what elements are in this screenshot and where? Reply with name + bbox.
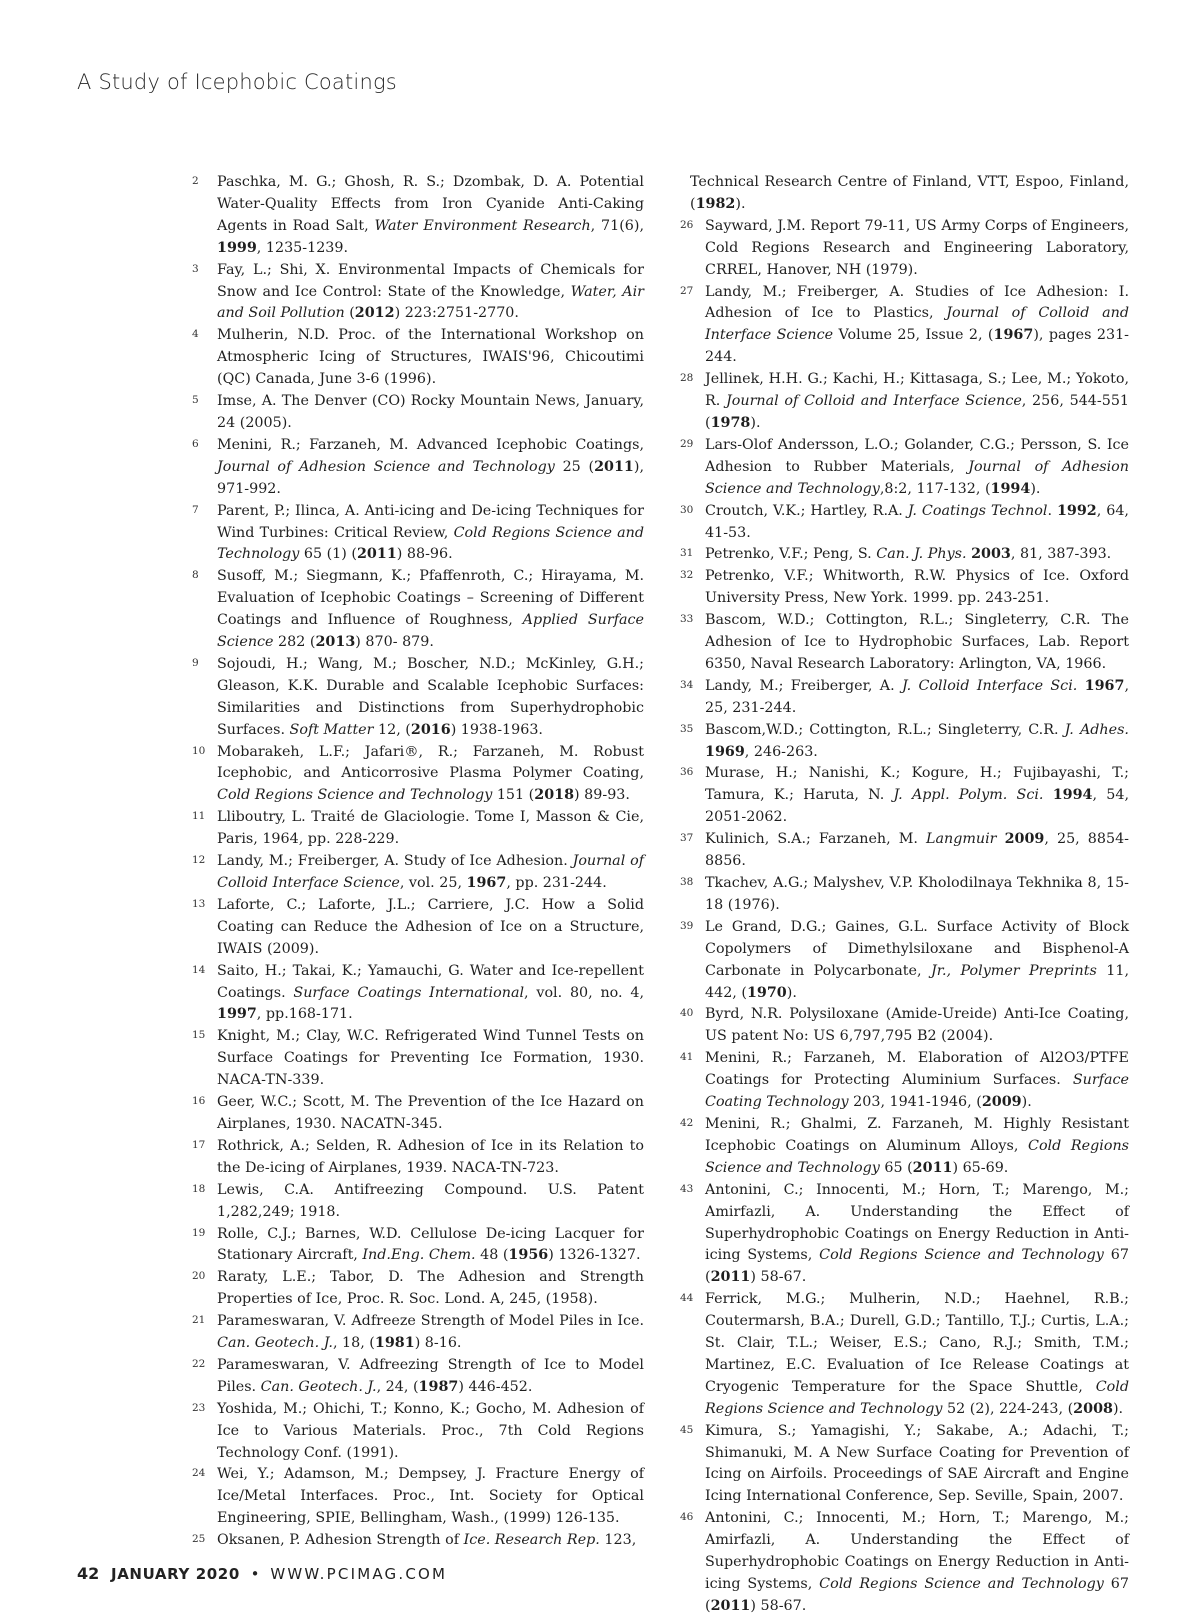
journal-title: Journal of Colloid Interface Science	[217, 853, 644, 891]
reference-item	[192, 654, 644, 742]
reference-text: ).	[750, 414, 761, 431]
reference-text: 48 (	[475, 1247, 509, 1264]
journal-title: Cold Regions Science and Technology	[819, 1247, 1104, 1264]
reference-item	[680, 369, 1129, 435]
reference-item	[680, 282, 1129, 370]
reference-number: 44	[680, 1292, 694, 1305]
reference-text: Landy, M.; Freiberger, A. Studies of Ice Adhesion: I. Adhesion of Ice to Plastics,	[705, 283, 1129, 322]
website-link[interactable]: WWW.PCIMAG.COM	[270, 1565, 448, 1583]
reference-text: ,8:2, 117-132, (	[879, 480, 991, 497]
reference-number: 34	[680, 678, 694, 691]
reference-text: Antonini, C.; Innocenti, M.; Horn, T.; Marengo, M.; Amirfazli, A. Understanding the Effect of Superhydrophobic Coatings on Energy Reduction in Anti-icing Systems,	[705, 1181, 1129, 1264]
reference-number: 5	[192, 394, 199, 407]
reference-text: Petrenko, V.F.; Whitworth, R.W. Physics of Ice. Oxford University Press, New York. 1999. pp. 243-251.	[705, 568, 1129, 607]
journal-title: J. Appl. Polym. Sci.	[893, 787, 1044, 804]
reference-text: Knight, M.; Clay, W.C. Refrigerated Wind Tunnel Tests on Surface Coatings for Preventing Ice Formation, 1930. NACA-TN-339.	[217, 1028, 644, 1089]
publication-year: 1994	[1052, 787, 1093, 804]
journal-title: Cold Regions Science and Technology	[705, 1137, 1129, 1176]
publication-year: 1969	[705, 743, 745, 760]
reference-number: 21	[192, 1314, 206, 1327]
reference-text: Volume 25, Issue 2, (	[833, 327, 994, 344]
reference-number: 28	[680, 372, 694, 385]
publication-year: 1992	[1056, 502, 1097, 519]
reference-item	[192, 742, 644, 808]
reference-number: 35	[680, 722, 694, 735]
reference-number: 3	[192, 262, 199, 275]
reference-number: 9	[192, 656, 199, 669]
publication-year: 2012	[354, 305, 395, 322]
reference-text: Mobarakeh, L.F.; Jafari®, R.; Farzaneh, M. Robust Icephobic, and Anticorrosive Plasma Polymer Coating,	[217, 743, 644, 782]
reference-text: ) 223:2751-2770.	[394, 305, 519, 322]
reference-text: ) 870- 879.	[355, 634, 434, 651]
reference-text	[997, 831, 1005, 847]
reference-text: 67 (	[705, 1576, 1129, 1614]
reference-item	[680, 763, 1129, 829]
journal-title: Can. Geotech. J.	[217, 1335, 333, 1352]
reference-text: ), 971-992.	[217, 458, 644, 497]
reference-number: 14	[192, 963, 206, 976]
reference-text: Sojoudi, H.; Wang, M.; Boscher, N.D.; McKinley, G.H.; Gleason, K.K. Durable and Scalable Icephobic Surfaces: Similarities and Distinctions from Superhydrophobic Surfaces.	[217, 655, 644, 738]
journal-title: J. Adhes.	[1064, 721, 1129, 738]
reference-text: Petrenko, V.F.; Peng, S.	[705, 546, 877, 563]
reference-text: Parameswaran, V. Adfreezing Strength of Ice to Model Piles.	[217, 1356, 644, 1395]
publication-year: 1999	[217, 239, 257, 256]
reference-text: 65 (1) (	[299, 546, 357, 563]
reference-number: 10	[192, 744, 206, 757]
reference-item	[680, 544, 1129, 566]
journal-title: Ind.Eng. Chem.	[362, 1247, 476, 1264]
reference-text: ) 8-16.	[414, 1335, 462, 1352]
reference-text: , 25, 8854-8856.	[705, 831, 1129, 870]
reference-text: , 25, 231-244.	[705, 677, 1129, 716]
reference-item	[680, 566, 1129, 610]
reference-text: 67 (	[705, 1247, 1129, 1286]
journal-title: Cold Regions Science and Technology	[217, 524, 645, 563]
reference-item	[680, 1004, 1129, 1048]
reference-text: , 18, (	[332, 1335, 375, 1352]
reference-text: , 64, 41-53.	[705, 502, 1129, 541]
reference-text: Rolle, C.J.; Barnes, W.D. Cellulose De-icing Lacquer for Stationary Aircraft,	[217, 1225, 644, 1264]
page-footer	[77, 1564, 447, 1583]
reference-item	[192, 172, 644, 260]
reference-item	[192, 1464, 644, 1530]
reference-text: 151 (	[492, 787, 535, 804]
journal-title: Surface Coatings International	[293, 984, 525, 1001]
reference-text: Oksanen, P. Adhesion Strength of	[217, 1532, 464, 1549]
reference-item	[680, 917, 1129, 1005]
reference-number: 30	[680, 503, 694, 516]
reference-text: ).	[1021, 1094, 1032, 1111]
reference-item	[192, 807, 644, 851]
reference-text: ) 89-93.	[574, 787, 630, 804]
reference-text: Saito, H.; Takai, K.; Yamauchi, G. Water and Ice-repellent Coatings.	[217, 962, 644, 1001]
journal-title: Surface Coating Technology	[705, 1072, 1129, 1111]
reference-item	[192, 961, 644, 1027]
reference-text: ).	[1112, 1400, 1124, 1417]
reference-number: 15	[192, 1029, 206, 1042]
reference-number: 40	[680, 1007, 694, 1020]
reference-item	[192, 566, 644, 654]
reference-item	[680, 720, 1129, 764]
reference-text: .	[1047, 502, 1057, 519]
reference-text: Menini, R.; Ghalmi, Z. Farzaneh, M. Highly Resistant Icephobic Coatings on Aluminum Alloys,	[705, 1115, 1129, 1154]
publication-year: 1970	[746, 984, 787, 1001]
reference-text: ) 1326-1327.	[548, 1247, 641, 1264]
reference-text: ) 58-67.	[750, 1597, 807, 1614]
reference-text: , vol. 25,	[399, 875, 467, 891]
journal-title: Cold Regions Science and Technology	[217, 787, 493, 804]
reference-number: 11	[192, 810, 206, 823]
reference-text: Landy, M.; Freiberger, A. Study of Ice Adhesion.	[217, 853, 573, 870]
reference-text: ) 446-452.	[458, 1378, 533, 1395]
reference-number: 2	[192, 175, 199, 187]
reference-text: , 256, 544-551 (	[705, 393, 1130, 431]
reference-text: Antonini, C.; Innocenti, M.; Horn, T.; Marengo, M.; Amirfazli, A. Understanding the Effect of Superhydrophobic Coatings on Energy Reduction in Anti-icing Systems,	[705, 1510, 1129, 1592]
reference-text: , 54, 2051-2062.	[705, 787, 1129, 826]
reference-text: , pp. 231-244.	[506, 875, 607, 891]
reference-text: Geer, W.C.; Scott, M. The Prevention of the Ice Hazard on Airplanes, 1930. NACATN-345.	[217, 1094, 644, 1132]
reference-item	[680, 1048, 1129, 1114]
reference-text: Jellinek, H.H. G.; Kachi, H.; Kittasaga, S.; Lee, M.; Yokoto, R.	[705, 371, 1129, 410]
reference-number: 19	[192, 1226, 206, 1239]
reference-item	[192, 391, 644, 435]
reference-item	[680, 1114, 1129, 1180]
reference-text: 123,	[599, 1532, 637, 1549]
publication-year: 2011	[912, 1159, 953, 1176]
reference-number: 39	[680, 919, 694, 932]
reference-item	[680, 216, 1129, 282]
reference-item	[192, 1399, 644, 1465]
reference-item	[192, 1311, 644, 1355]
publication-year: 2011	[710, 1269, 751, 1286]
reference-number: 24	[192, 1467, 206, 1480]
reference-text: , 81, 387-393.	[1010, 546, 1112, 563]
reference-item	[192, 1180, 644, 1224]
reference-text: ).	[735, 195, 746, 212]
reference-text: Parameswaran, V. Adfreeze Strength of Model Piles in Ice.	[217, 1313, 644, 1330]
reference-item	[192, 1355, 644, 1399]
reference-number: 13	[192, 897, 206, 910]
reference-item	[680, 676, 1129, 720]
publication-year: 2003	[971, 546, 1011, 563]
reference-text: , 71(6),	[590, 217, 645, 234]
page-number: 42	[77, 1564, 100, 1583]
reference-item	[192, 1136, 644, 1180]
reference-item	[192, 895, 644, 961]
reference-item	[680, 501, 1129, 545]
reference-text: Lars-Olof Andersson, L.O.; Golander, C.G.; Persson, S. Ice Adhesion to Rubber Materials,	[705, 436, 1129, 475]
reference-number: 29	[680, 437, 694, 450]
reference-number: 12	[192, 854, 206, 867]
reference-text: ).	[786, 984, 797, 1001]
journal-title: Journal of Adhesion Science and Technology	[705, 458, 1130, 497]
publication-year: 1967	[1084, 677, 1125, 694]
reference-number: 41	[680, 1051, 694, 1064]
reference-text: Fay, L.; Shi, X. Environmental Impacts of Chemicals for Snow and Ice Control: State of the Knowledge,	[217, 261, 644, 300]
reference-text: 203, 1941-1946, (	[848, 1094, 982, 1111]
reference-text: 12, (	[373, 721, 411, 738]
reference-text: Technical Research Centre of Finland, VTT, Espoo, Finland, (	[690, 174, 1129, 212]
reference-number: 25	[192, 1533, 206, 1546]
reference-number: 23	[192, 1401, 206, 1414]
reference-number: 22	[192, 1357, 206, 1370]
publication-year: 2011	[710, 1597, 751, 1614]
references-column-right	[680, 172, 1129, 1618]
publication-year: 2009	[981, 1094, 1022, 1111]
reference-number: 31	[680, 547, 694, 560]
reference-text: Sayward, J.M. Report 79-11, US Army Corps of Engineers, Cold Regions Research and Engineering Laboratory, CRREL, Hanover, NH (1979).	[705, 217, 1129, 278]
reference-number: 18	[192, 1182, 206, 1195]
reference-number: 42	[680, 1116, 694, 1129]
reference-text: Wei, Y.; Adamson, M.; Dempsey, J. Fracture Energy of Ice/Metal Interfaces. Proc., Int. Society for Optical Engineering, SPIE, Bellingham, Wash., (1999) 126-135.	[217, 1466, 644, 1527]
reference-text: Bascom,W.D.; Cottington, R.L.; Singleterry, C.R.	[705, 721, 1065, 738]
reference-text: Kimura, S.; Yamagishi, Y.; Sakabe, A.; Adachi, T.; Shimanuki, M. A New Surface Coating for Prevention of Icing on Airfoils. Proceedings of SAE Aircraft and Engine Icing International Conference, Sep. Seville, Spain, 2007.	[705, 1422, 1129, 1505]
reference-text: 25 (	[554, 458, 595, 475]
reference-item	[192, 1092, 644, 1136]
publication-year: 1956	[508, 1247, 549, 1264]
reference-text: ) 1938-1963.	[450, 721, 543, 738]
reference-item	[192, 851, 644, 895]
reference-number: 46	[680, 1511, 694, 1524]
reference-text: Menini, R.; Farzaneh, M. Elaboration of Al2O3/PTFE Coatings for Protecting Aluminium Surfaces.	[705, 1050, 1129, 1089]
publication-year: 2008	[1073, 1400, 1113, 1417]
journal-title: Can. Geotech. J.	[260, 1378, 377, 1395]
reference-text: Murase, H.; Nanishi, K.; Kogure, H.; Fujibayashi, T.; Tamura, K.; Haruta, N.	[705, 765, 1129, 804]
reference-item	[192, 435, 644, 501]
journal-title: Ice. Research Rep.	[463, 1532, 600, 1549]
journal-title: Journal of Colloid and Interface Science	[705, 305, 1129, 344]
journal-title: Water Environment Research	[374, 217, 591, 234]
publication-year: 1967	[993, 327, 1034, 344]
journal-title: Jr., Polymer Preprints	[930, 962, 1097, 979]
publication-year: 1967	[466, 875, 507, 891]
reference-text: Croutch, V.K.; Hartley, R.A.	[705, 502, 908, 519]
reference-text: (	[344, 305, 355, 322]
publication-year: 2013	[315, 634, 356, 651]
reference-item	[192, 501, 644, 567]
publication-year: 1981	[374, 1335, 415, 1352]
reference-item	[680, 1508, 1129, 1618]
reference-text: Yoshida, M.; Ohichi, T.; Konno, K.; Gocho, M. Adhesion of Ice to Various Materials. Proc., 7th Cold Regions Technology Conf. (1991).	[217, 1400, 644, 1461]
reference-number: 7	[192, 503, 199, 516]
reference-item	[680, 1421, 1129, 1509]
references-column-left	[192, 172, 644, 1552]
reference-number: 36	[680, 766, 694, 779]
publication-year: 1997	[217, 1006, 257, 1023]
reference-item	[680, 435, 1129, 501]
reference-text: Lewis, C.A. Antifreezing Compound. U.S. Patent 1,282,249; 1918.	[217, 1181, 644, 1220]
publication-year: 1994	[990, 480, 1031, 497]
reference-text: 52 (2), 224-243, (	[942, 1400, 1074, 1417]
reference-number: 20	[192, 1270, 206, 1283]
reference-text: Laforte, C.; Laforte, J.L.; Carriere, J.C. How a Solid Coating can Reduce the Adhesion of Ice on a Structure, IWAIS (2009).	[217, 896, 644, 957]
publication-year: 1978	[710, 414, 751, 431]
journal-title: Can. J. Phys.	[876, 546, 967, 563]
reference-number: 32	[680, 569, 694, 582]
reference-text: Byrd, N.R. Polysiloxane (Amide-Ureide) Anti-Ice Coating, US patent No: US 6,797,795 B2 (2004).	[705, 1006, 1129, 1045]
footer-separator: •	[250, 1565, 260, 1583]
reference-item	[680, 829, 1129, 873]
reference-text: , 24, (	[376, 1378, 419, 1395]
reference-text: , 246-263.	[744, 743, 818, 760]
reference-item	[192, 325, 644, 391]
issue-date: JANUARY 2020	[111, 1565, 240, 1583]
reference-item	[192, 1224, 644, 1268]
reference-text: ) 58-67.	[750, 1269, 807, 1286]
journal-title: J. Colloid Interface Sci.	[902, 677, 1078, 694]
reference-text: 65 (	[879, 1159, 913, 1176]
reference-number: 45	[680, 1423, 694, 1436]
publication-year: 1987	[418, 1378, 459, 1395]
reference-text: 11, 442, (	[705, 962, 1129, 1001]
reference-text: , vol. 80, no. 4,	[524, 984, 644, 1001]
reference-number: 17	[192, 1138, 206, 1151]
reference-text: Kulinich, S.A.; Farzaneh, M.	[705, 831, 926, 848]
reference-text: 282 (	[273, 634, 316, 651]
reference-item	[680, 1180, 1129, 1290]
reference-text: Le Grand, D.G.; Gaines, G.L. Surface Activity of Block Copolymers of Dimethylsiloxane and Bisphenol-A Carbonate in Polycarbonate,	[705, 918, 1129, 979]
reference-text: Susoff, M.; Siegmann, K.; Pfaffenroth, C.; Hirayama, M. Evaluation of Icephobic Coatings – Screening of Different Coatings and Influence of Roughness,	[217, 568, 644, 629]
reference-text: Raraty, L.E.; Tabor, D. The Adhesion and Strength Properties of Ice, Proc. R. Soc. Lond. A, 245, (1958).	[217, 1269, 644, 1308]
reference-number: 6	[192, 437, 199, 450]
reference-text: Bascom, W.D.; Cottington, R.L.; Singleterry, C.R. The Adhesion of Ice to Hydrophobic Surfaces, Lab. Report 6350, Naval Research Laboratory: Arlington, VA, 1966.	[705, 612, 1129, 672]
reference-item	[680, 172, 1129, 216]
running-head-title: A Study of Icephobic Coatings	[77, 70, 397, 94]
reference-number: 16	[192, 1095, 206, 1108]
journal-title: Langmuir	[925, 831, 997, 848]
journal-title: Water, Air and Soil Pollution	[217, 283, 644, 322]
journal-title: Cold Regions Science and Technology	[819, 1576, 1104, 1592]
reference-text: Mulherin, N.D. Proc. of the International Workshop on Atmospheric Icing of Structures, IWAIS'96, Chicoutimi (QC) Canada, June 3-6 (1996).	[217, 327, 644, 388]
publication-year: 2018	[534, 787, 575, 804]
reference-number: 38	[680, 876, 694, 888]
reference-number: 8	[192, 569, 199, 582]
reference-item	[680, 1289, 1129, 1420]
publication-year: 2011	[594, 458, 634, 475]
reference-text: Paschka, M. G.; Ghosh, R. S.; Dzombak, D. A. Potential Water-Quality Effects from Iron Cyanide Anti-Caking Agents in Road Salt,	[217, 174, 644, 234]
journal-title: Soft Matter	[289, 721, 374, 738]
journal-title: Journal of Adhesion Science and Technology	[217, 458, 555, 475]
reference-text: Tkachev, A.G.; Malyshev, V.P. Kholodilnaya Tekhnika 8, 15-18 (1976).	[705, 875, 1129, 913]
reference-text: ) 88-96.	[396, 546, 453, 563]
reference-text	[1077, 678, 1084, 694]
reference-item	[192, 1267, 644, 1311]
reference-item	[680, 873, 1129, 917]
publication-year: 2011	[356, 546, 397, 563]
reference-text: Ferrick, M.G.; Mulherin, N.D.; Haehnel, R.B.; Coutermarsh, B.A.; Durell, G.D.; Tantillo, T.J.; Curtis, L.A.; St. Clair, T.L.; Weiser, E.S.; Cano, R.J.; Smith, T.M.; Martinez, E.C. Evaluation of Ice Release Coatings at Cryogenic Temperature for the Space Shuttle,	[705, 1291, 1129, 1395]
reference-text: Parent, P.; Ilinca, A. Anti-icing and De-icing Techniques for Wind Turbines: Critical Review,	[217, 502, 644, 541]
reference-text: , pp.168-171.	[256, 1006, 353, 1023]
reference-text: Landy, M.; Freiberger, A.	[705, 677, 902, 694]
reference-text: ) 65-69.	[952, 1159, 1009, 1176]
journal-title: Journal of Colloid and Interface Science	[726, 393, 1022, 410]
journal-title: Cold Regions Science and Technology	[705, 1378, 1129, 1417]
reference-text: ).	[1030, 480, 1041, 497]
reference-item	[192, 1530, 644, 1552]
reference-item	[192, 1026, 644, 1092]
publication-year: 1982	[695, 195, 736, 212]
reference-item	[680, 610, 1129, 676]
reference-text: Lliboutry, L. Traité de Glaciologie. Tome I, Masson & Cie, Paris, 1964, pp. 228-229.	[217, 809, 644, 848]
reference-number: 33	[680, 613, 694, 626]
reference-text: ), pages 231-244.	[705, 327, 1129, 366]
journal-title: J. Coatings Technol	[907, 502, 1048, 519]
reference-number: 26	[680, 218, 694, 231]
publication-year: 2016	[410, 721, 451, 738]
reference-text	[1043, 787, 1052, 803]
reference-number: 4	[192, 328, 199, 341]
journal-title: Applied Surface Science	[217, 612, 644, 651]
reference-number: 27	[680, 284, 694, 297]
reference-item	[192, 260, 644, 326]
reference-number: 37	[680, 832, 694, 845]
reference-text: Menini, R.; Farzaneh, M. Advanced Icephobic Coatings,	[217, 436, 644, 453]
reference-text: , 1235-1239.	[256, 239, 349, 256]
reference-text: Rothrick, A.; Selden, R. Adhesion of Ice in its Relation to the De-icing of Airplanes, 1939. NACA-TN-723.	[217, 1137, 644, 1176]
reference-number: 43	[680, 1182, 694, 1195]
publication-year: 2009	[1004, 831, 1045, 848]
reference-text: Imse, A. The Denver (CO) Rocky Mountain News, January, 24 (2005).	[217, 393, 644, 431]
